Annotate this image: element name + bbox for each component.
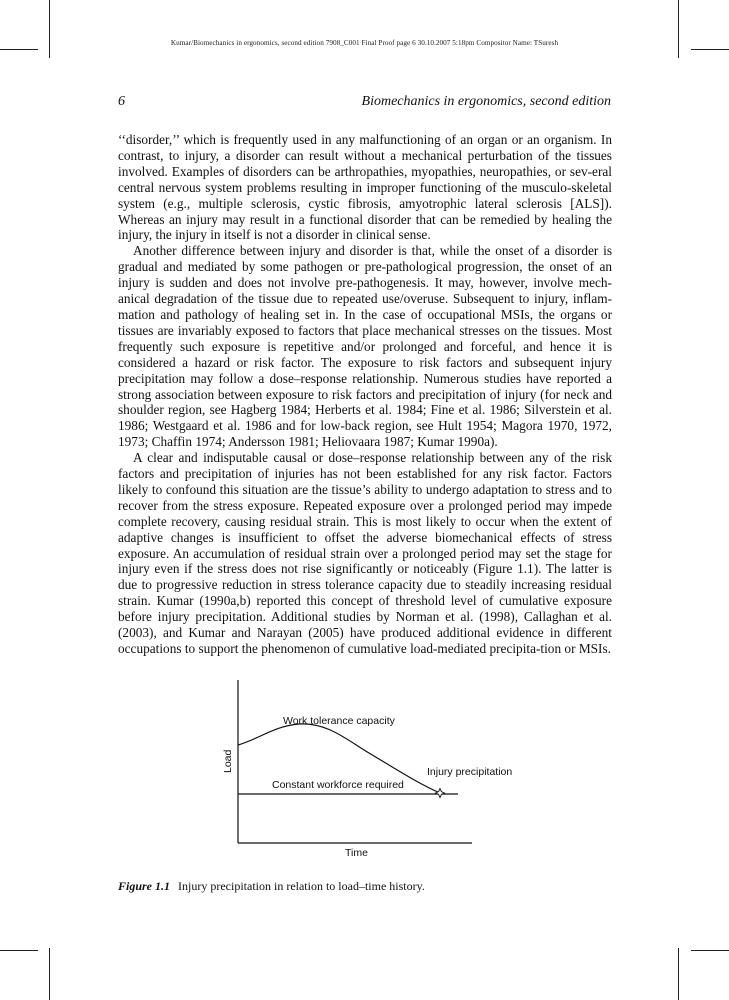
figure-caption (118, 879, 425, 894)
point-label: Injury precipitation (427, 766, 513, 778)
y-axis-label: Load (222, 749, 234, 773)
print-slug: Kumar/Biomechanics in ergonomics, second edition 7908_C001 Final Proof page 6 30.10.2007 5:18pm Compositor Name: TSuresh (170, 39, 559, 47)
caption-text: Injury precipitation in relation to load–time history. (178, 879, 425, 893)
curve-label: Work tolerance capacity (283, 715, 395, 727)
crop-mark (678, 0, 679, 58)
caption-label: Figure 1.1 (118, 879, 171, 893)
figure-1-1 (214, 676, 514, 866)
crop-mark (678, 948, 679, 1000)
x-axis-label: Time (345, 847, 368, 859)
running-head: Biomechanics in ergonomics, second edition (361, 94, 611, 109)
paragraph: ‘‘disorder,’’ which is frequently used in any malfunctioning of an organ or an organism. In contrast, to injury, a disorder can result without a mechanical perturbation of the tissues involved. Examples of disorders can be arthropathies, myopathies, neuropathies, or sev-eral central nervous system problems resulting in improper functioning of the musculo-skeletal system (e.g., multiple sclerosis, cystic fibrosis, amyotrophic lateral sclerosis [ALS]). Whereas an injury may result in a functional disorder that can be remedied by healing the injury, the injury in itself is not a disorder in clinical sense. (118, 132, 612, 243)
body-text (118, 132, 612, 657)
crop-mark (49, 948, 50, 1000)
crop-mark (0, 49, 38, 50)
baseline-label: Constant workforce required (272, 779, 404, 791)
injury-precipitation-marker (436, 789, 445, 798)
paragraph: Another difference between injury and disorder is that, while the onset of a disorder is gradual and mediated by some pathogen or pre-pathological progression, the onset of an injury is sudden and does not involve pre-pathogenesis. It may, however, involve mech-anical degradation of the tissue due to repeated use/overuse. Subsequent to injury, inflam-mation and pathology of healing set in. In the case of occupational MSIs, the organs or tissues are invariably exposed to factors that place mechanical stresses on the tissues. Most frequently such exposure is repetitive and/or prolonged and forceful, and hence it is considered a hazard or risk factor. The exposure to risk factors and subsequent injury precipitation may follow a dose–response relationship. Numerous studies have reported a strong association between exposure to risk factors and precipitation of injury (for neck and shoulder region, see Hagberg 1984; Herberts et al. 1984; Fine et al. 1986; Silverstein et al. 1986; Westgaard et al. 1986 and for low-back region, see Hult 1954; Magora 1970, 1972, 1973; Chaffin 1974; Andersson 1981; Heliovaara 1987; Kumar 1990a). (118, 243, 612, 450)
paragraph: A clear and indisputable causal or dose–response relationship between any of the risk factors and precipitation of injuries has not been established for any risk factor. Factors likely to confound this situation are the tissue’s ability to undergo adaptation to stress and to recover from the stress exposure. Repeated exposure over a prolonged period may impede complete recovery, causing residual strain. This is most likely to occur when the extent of adaptive changes is insufficient to offset the adverse biomechanical effects of stress exposure. An accumulation of residual strain over a prolonged period may set the stage for injury even if the stress does not rise significantly or noticeably (Figure 1.1). The latter is due to progressive reduction in stress tolerance capacity due to steadily increasing residual strain. Kumar (1990a,b) reported this concept of threshold level of cumulative exposure before injury precipitation. Additional studies by Norman et al. (1998), Callaghan et al. (2003), and Kumar and Narayan (2005) have produced additional evidence in different occupations to support the phenomenon of cumulative load-mediated precipita-tion or MSIs. (118, 450, 612, 656)
crop-mark (691, 49, 729, 50)
crop-mark (0, 950, 38, 951)
crop-mark (49, 0, 50, 58)
crop-mark (691, 950, 729, 951)
page-number: 6 (118, 94, 125, 109)
